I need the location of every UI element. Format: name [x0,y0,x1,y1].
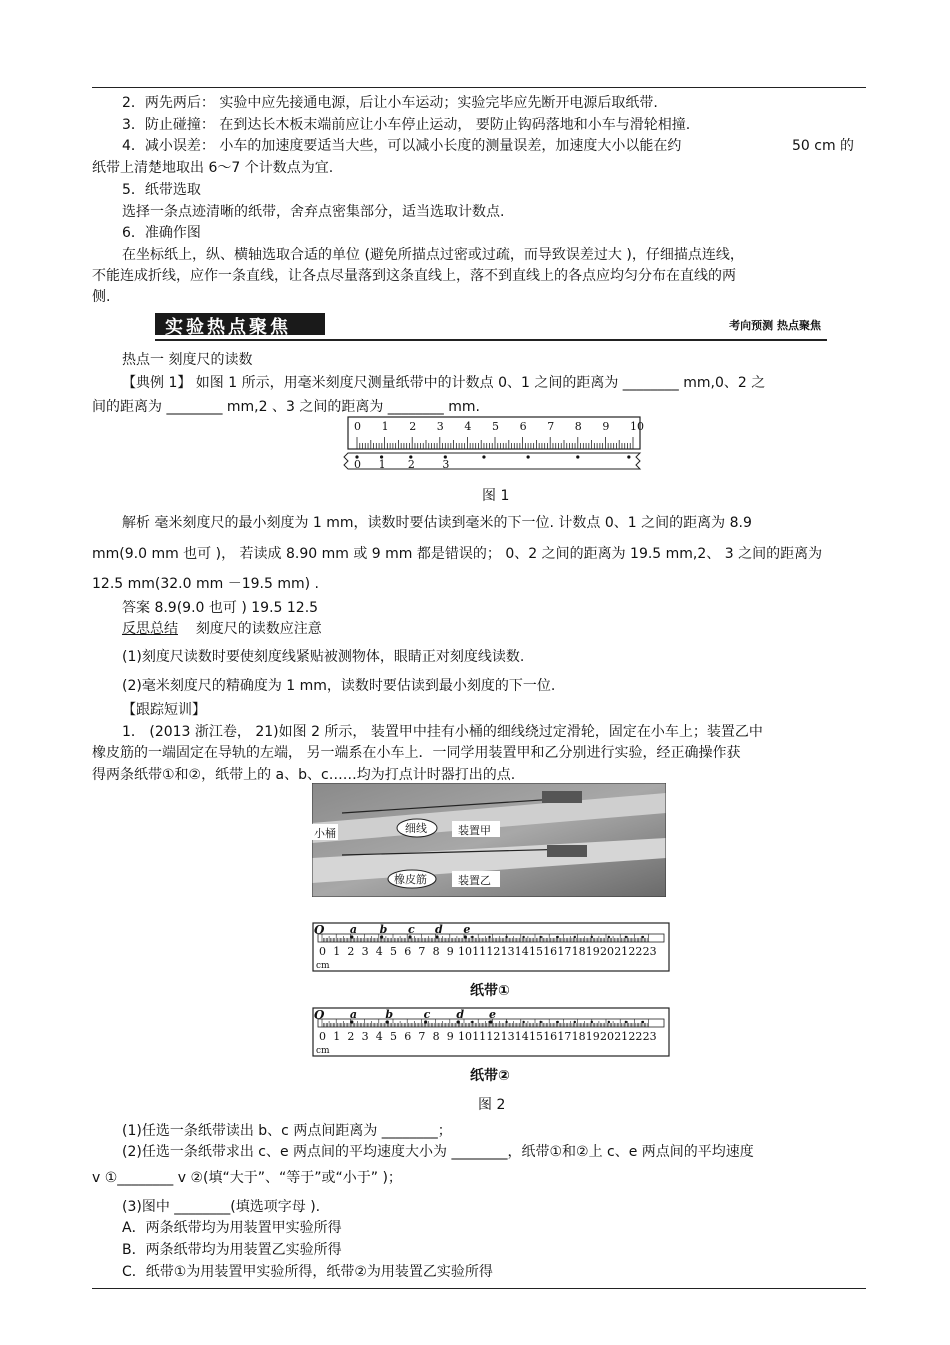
example-line-1: 【典例 1】 如图 1 所示，用毫米刻度尺测量纸带中的计数点 0、1 之间的距离为 ________ mm,0、2 之 [122,375,766,391]
tape-number: 13 [500,945,515,958]
section-banner [155,313,827,341]
track-title: 【跟踪短训】 [122,702,206,718]
bottom-rule [92,1288,866,1289]
tape-point-label: d [435,923,443,936]
apparatus-photo [312,783,666,897]
tape-number: 0 [319,945,326,958]
tape-number: 0 [319,1030,326,1043]
item-6: 6．准确作图 [122,225,201,241]
label-bucket: 小桶 [314,827,336,840]
reflect-2: (2)毫米刻度尺的精确度为 1 mm，读数时要估读到最小刻度的下一位. [122,678,556,694]
tape-number: 3 [361,945,369,958]
tape-number: 19 [585,1030,600,1043]
tape-number: 14 [514,945,529,958]
tape-number: 5 [390,945,397,958]
sub-question-2: (2)任选一条纸带求出 c、e 两点间的平均速度大小为 ________，纸带①和②上 c、e 两点间的平均速度 [122,1144,754,1160]
tape-origin: O [314,1008,325,1022]
top-rule [92,87,866,88]
tape-number: 11 [472,945,487,958]
tape-2-caption: 纸带② [470,1068,510,1084]
tape-number: 15 [529,1030,543,1043]
tape-dot [574,1021,576,1023]
tape-dot [522,1021,524,1023]
tape-number: 15 [529,945,543,958]
tape-number: 14 [514,1030,529,1043]
tape-label: 1 [378,458,386,471]
tape-point-label: b [379,923,388,936]
tape-number: 12 [486,1030,501,1043]
tape-number: 6 [404,1030,412,1043]
item-4: 4．减小误差： 小车的加速度要适当大些，可以减小长度的测量误差，加速度大小以能在约 [122,138,682,154]
label-rubber: 橡皮筋 [394,873,427,886]
ruler-label: 0 [354,420,361,433]
tape-dot [557,936,559,938]
question-1-line-2: 橡皮筋的一端固定在导轨的左端， 另一端系在小车上．一同学用装置甲和乙分别进行实验，经正确操作获 [92,745,741,761]
tape-origin: O [314,923,325,937]
ruler-label: 10 [630,420,644,433]
tape-number: 2 [347,945,355,958]
analysis-line-2: mm(9.0 mm 也可 )， 若读成 8.90 mm 或 9 mm 都是错误的； 0、2 之间的距离为 19.5 mm,2、 3 之间的距离为 [92,546,823,562]
tape-number: 4 [375,1030,383,1043]
tape-dot [591,936,593,938]
tape-number: 22 [628,945,643,958]
tape-dot [522,936,524,938]
tape-1-ruler [312,922,670,972]
ruler-label: 3 [436,420,444,433]
tape-number: 9 [446,1030,454,1043]
item-6-cont: 不能连成折线，应作一条直线，让各点尽量落到这条直线上，落不到直线上的各点应均匀分布在直线的两 [92,268,736,284]
analysis-line-3: 12.5 mm(32.0 mm －19.5 mm) . [92,576,319,592]
tape-number: 21 [614,945,629,958]
tape-dot [625,936,627,938]
reflect-1: (1)刻度尺读数时要使刻度线紧贴被测物体，眼睛正对刻度线读数. [122,649,525,665]
sub-question-3: (3)图中 ________(填选项字母 ). [122,1199,321,1215]
tape-number: 20 [600,945,614,958]
item-2: 2．两先两后： 实验中应先接通电源，后让小车运动；实验完毕应先断开电源后取纸带. [122,95,658,111]
tape-number: 21 [614,1030,629,1043]
tape-number: 23 [642,1030,657,1043]
tape-dot [642,936,644,938]
label-device-b: 装置乙 [458,874,491,887]
tape-label: 0 [354,458,361,471]
hot-heading: 热点一 刻度尺的读数 [122,352,253,368]
fig2-caption: 图 2 [478,1097,506,1113]
option-a: A．两条纸带均为用装置甲实验所得 [122,1220,342,1236]
analysis-line-1: 解析 毫米刻度尺的最小刻度为 1 mm，读数时要估读到毫米的下一位. 计数点 0、1 之间的距离为 8.9 [122,515,752,531]
tape-dot [591,1021,593,1023]
tape-number: 22 [628,1030,643,1043]
reflect-title: 反思总结 刻度尺的读数应注意 [122,621,322,637]
tape-number: 10 [458,945,472,958]
tape-dot [557,1021,559,1023]
tape-number: 10 [458,1030,472,1043]
tape-number: 17 [557,1030,572,1043]
tape-dot [625,1021,627,1023]
tape-point-label: d [456,1008,465,1021]
tape-dot [574,936,576,938]
tape-number: 7 [418,1030,426,1043]
item-5-text: 选择一条点迹清晰的纸带，舍弃点密集部分，适当选取计数点. [122,204,505,220]
tape-number: 20 [600,1030,614,1043]
tape-number: 18 [571,945,586,958]
label-string: 细线 [405,822,427,835]
item-3: 3．防止碰撞： 在到达长木板末端前应让小车停止运动， 要防止钩码落地和小车与滑轮相撞. [122,117,691,133]
tape-dot [539,1021,541,1023]
tape-number: 9 [446,945,454,958]
tape-dot [608,1021,610,1023]
sub-question-1: (1)任选一条纸带读出 b、c 两点间距离为 ________； [122,1123,452,1139]
tape-label: 3 [442,458,450,471]
question-1-line-3: 得两条纸带①和②，纸带上的 a、b、c……均为打点计时器打出的点. [92,767,516,783]
option-b: B．两条纸带均为用装置乙实验所得 [122,1242,342,1258]
ruler-label: 6 [519,420,527,433]
sub-question-2b: v ①________ v ②(填“大于”、“等于”或“小于” )； [92,1170,402,1186]
tape-label: 2 [407,458,415,471]
example-line-2: 间的距离为 ________ mm,2 、3 之间的距离为 ________ mm. [92,399,480,415]
option-c: C．纸带①为用装置甲实验所得，纸带②为用装置乙实验所得 [122,1264,493,1280]
tape-number: 19 [585,945,600,958]
tape-number: 17 [557,945,572,958]
tape-number: 3 [361,1030,369,1043]
item-4-cont: 纸带上清楚地取出 6～7 个计数点为宜. [92,160,334,176]
ruler-label: 2 [409,420,417,433]
tape-number: 1 [333,1030,341,1043]
tape-dot [627,455,630,458]
tape-point-label: c [423,1008,431,1021]
tape-number: 2 [347,1030,355,1043]
tape-number: 23 [642,945,657,958]
ruler-label: 5 [492,420,499,433]
tape-unit: cm [316,1046,330,1056]
fig1-caption: 图 1 [482,488,510,504]
tape-dot [471,1021,473,1023]
item-6-end: 侧. [92,289,111,305]
tape-dot [482,455,485,458]
banner-title: 实验热点聚焦 [165,317,291,338]
ruler-label: 7 [547,420,555,433]
label-device-a: 装置甲 [458,824,491,837]
tape-unit: cm [316,961,330,971]
tape-point-label: a [349,923,357,936]
tape-number: 1 [333,945,341,958]
tape-dot [539,936,541,938]
ruler-label: 9 [602,420,610,433]
figure-1-ruler [342,415,646,477]
item-6-text: 在坐标纸上，纵、横轴选取合适的单位 (避免所描点过密或过疏，而导致误差过大 )，仔细描点连线， [122,247,744,263]
tape-dot [505,1021,507,1023]
tape-point-label: c [408,923,415,936]
item-5: 5．纸带选取 [122,182,201,198]
tape-dot [576,455,579,458]
item-4-unit: 50 cm 的 [792,138,855,154]
ruler-label: 4 [464,420,472,433]
question-1-line-1: 1． (2013 浙江卷， 21)如图 2 所示， 装置甲中挂有小桶的细线绕过定滑轮，固定在小车上；装置乙中 [122,724,763,740]
tape-number: 6 [404,945,412,958]
tape-number: 13 [500,1030,515,1043]
tape-1-caption: 纸带① [470,983,510,999]
tape-dot [505,936,507,938]
tape-dot [488,936,490,938]
tape-point-label: a [349,1008,357,1021]
tape-number: 4 [375,945,383,958]
tape-number: 12 [486,945,501,958]
tape-dot [471,936,473,938]
tape-number: 7 [418,945,426,958]
tape-number: 18 [571,1030,586,1043]
ruler-label: 1 [381,420,389,433]
ruler-label: 8 [574,420,582,433]
tape-number: 8 [432,1030,440,1043]
tape-point-label: e [463,923,471,936]
tape-dot [488,1021,490,1023]
tape-number: 8 [432,945,440,958]
banner-right: 考向预测 热点聚焦 [729,319,821,332]
tape-point-label: b [385,1008,394,1021]
tape-point-label: e [488,1008,496,1021]
tape-number: 11 [472,1030,487,1043]
answer-line: 答案 8.9(9.0 也可 ) 19.5 12.5 [122,600,319,616]
tape-dot [527,455,530,458]
tape-dot [642,1021,644,1023]
tape-2-ruler [312,1007,670,1057]
tape-number: 16 [543,1030,558,1043]
tape-dot [608,936,610,938]
tape-number: 16 [543,945,558,958]
tape-number: 5 [390,1030,397,1043]
